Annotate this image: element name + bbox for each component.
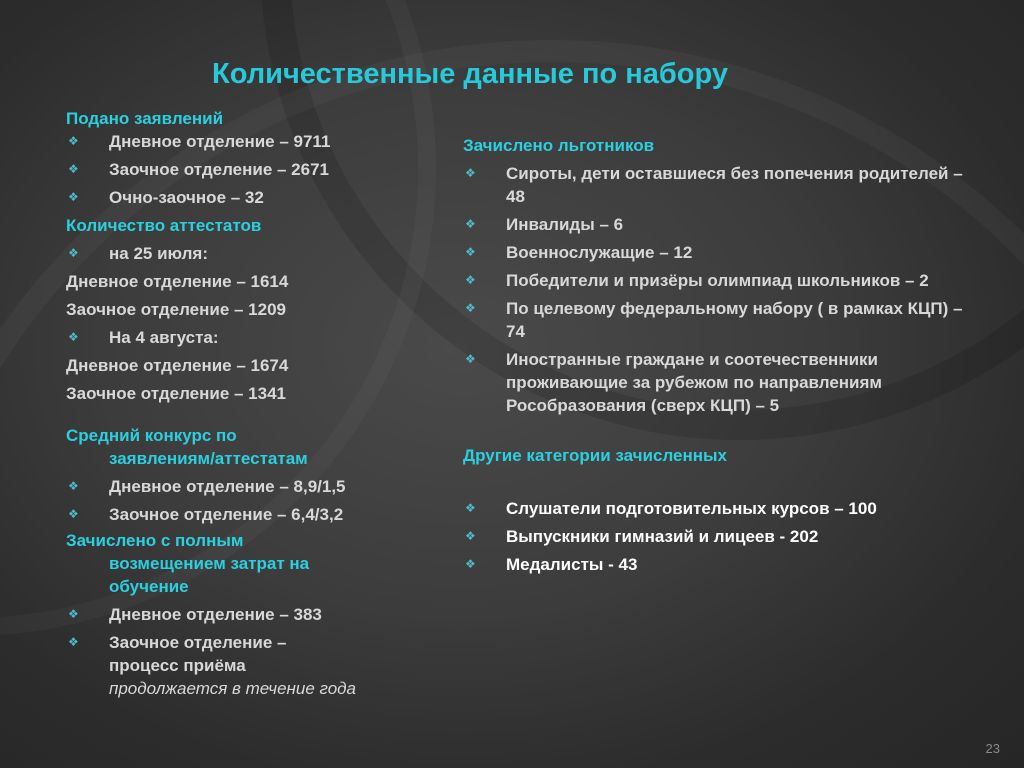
- paid-enrollment-heading: Зачислено с полным возмещением затрат на обучение: [66, 531, 310, 596]
- page-number: 23: [985, 741, 1000, 756]
- privileged-heading: Зачислено льготников: [463, 136, 655, 155]
- applications-heading: Подано заявлений: [66, 109, 224, 128]
- diamond-bullet-icon: ❖: [465, 529, 476, 543]
- list-item: ❖ Заочное отделение – 6,4/3,2: [68, 505, 344, 524]
- list-item: ❖ Иностранные граждане и соотечественники проживающие за рубежом по направлениям Рособразования (сверх КЦП) – 5: [465, 350, 883, 415]
- list-item: ❖ Заочное отделение – 2671: [68, 160, 329, 179]
- list-item: ❖ Сироты, дети оставшиеся без попечения родителей – 48: [465, 164, 963, 206]
- list-item: ❖ на 25 июля:: [68, 244, 209, 263]
- competition-heading: Средний конкурс по заявлениям/аттестатам: [66, 426, 308, 468]
- diamond-bullet-icon: ❖: [68, 607, 79, 621]
- list-item: ❖ Военнослужащие – 12: [465, 243, 693, 262]
- diamond-bullet-icon: ❖: [68, 635, 79, 649]
- diamond-bullet-icon: ❖: [465, 352, 476, 366]
- diamond-bullet-icon: ❖: [465, 557, 476, 571]
- diamond-bullet-icon: ❖: [68, 330, 79, 344]
- august-day-count: Дневное отделение – 1674: [66, 356, 289, 375]
- diamond-bullet-icon: ❖: [465, 273, 476, 287]
- july-extramural-count: Заочное отделение – 1209: [66, 300, 286, 319]
- diamond-bullet-icon: ❖: [68, 246, 79, 260]
- process-note: продолжается в течение года: [109, 679, 357, 698]
- other-categories-heading: Другие категории зачисленных: [463, 446, 727, 465]
- list-item: ❖ Победители и призёры олимпиад школьников – 2: [465, 271, 929, 290]
- diamond-bullet-icon: ❖: [465, 245, 476, 259]
- certificates-heading: Количество аттестатов: [66, 216, 262, 235]
- diamond-bullet-icon: ❖: [68, 134, 79, 148]
- list-item: ❖ Медалисты - 43: [465, 555, 638, 574]
- diamond-bullet-icon: ❖: [68, 479, 79, 493]
- list-item: ❖ Выпускники гимназий и лицеев - 202: [465, 527, 819, 546]
- diamond-bullet-icon: ❖: [465, 301, 476, 315]
- diamond-bullet-icon: ❖: [68, 162, 79, 176]
- list-item: ❖ Дневное отделение – 9711: [68, 132, 331, 151]
- list-item: ❖ Заочное отделение – процесс приёма продолжается в течение года: [66, 631, 446, 700]
- diamond-bullet-icon: ❖: [465, 501, 476, 515]
- diamond-bullet-icon: ❖: [68, 507, 79, 521]
- slide-title: Количественные данные по набору: [212, 58, 728, 90]
- list-item: ❖ Инвалиды – 6: [465, 215, 624, 234]
- list-item: ❖ Слушатели подготовительных курсов – 100: [465, 499, 877, 518]
- right-column: [463, 134, 963, 576]
- diamond-bullet-icon: ❖: [68, 190, 79, 204]
- diamond-bullet-icon: ❖: [465, 217, 476, 231]
- list-item: ❖ На 4 августа:: [68, 328, 219, 347]
- july-day-count: Дневное отделение – 1614: [66, 272, 289, 291]
- list-item: ❖ По целевому федеральному набору ( в рамках КЦП) – 74: [465, 299, 963, 341]
- august-extramural-count: Заочное отделение – 1341: [66, 384, 286, 403]
- list-item: ❖ Дневное отделение – 383: [68, 605, 322, 624]
- left-column: [66, 107, 446, 700]
- list-item: ❖ Очно-заочное – 32: [68, 188, 264, 207]
- list-item: ❖ Дневное отделение – 8,9/1,5: [68, 477, 346, 496]
- diamond-bullet-icon: ❖: [465, 166, 476, 180]
